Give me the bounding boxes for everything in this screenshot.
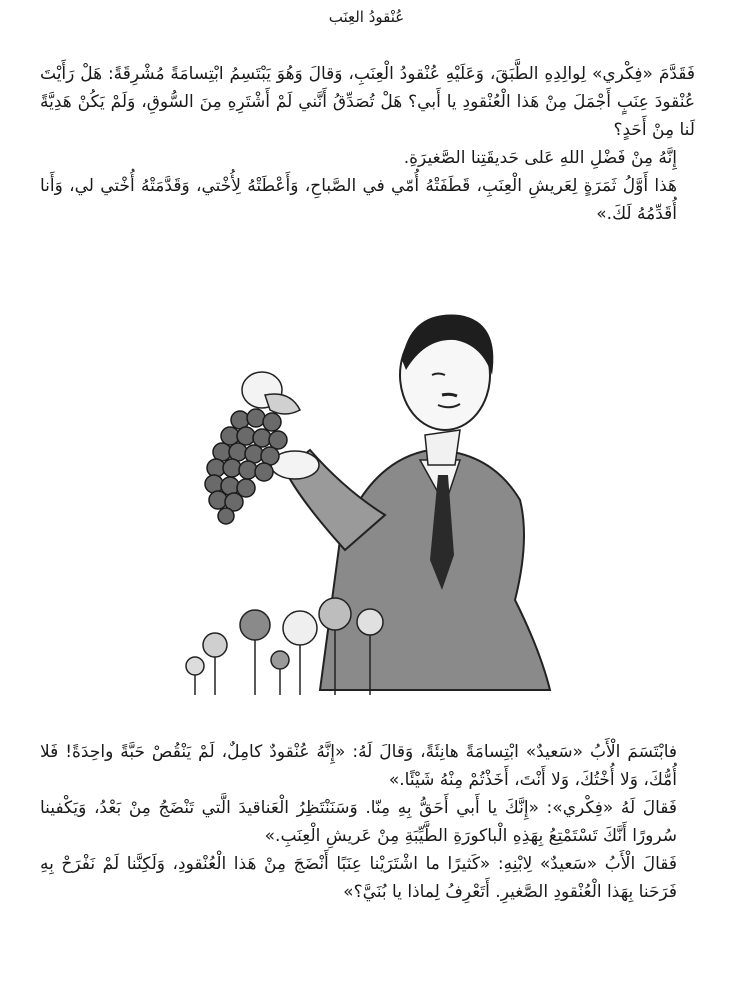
story-text-bottom [40,738,695,906]
paragraph: إِنَّهُ مِنْ فَضْلِ اللهِ عَلى حَديقَتِنا الصَّغيرَةِ. [403,148,677,168]
paragraph: فَقالَ لَهُ «فِكْري»: «إِنَّكَ يا أَبي أَحَقُّ بِهِ مِنّا. وَسَنَنْتَظِرُ الْعَناقيدَ الَّتي تَنْضَجُ مِنْ بَعْدُ، وَيَكْفينا سُرورًا أَنَّكَ تَسْتَمْتِعُ بِهَذِهِ الْباكورَةِ الطَّيِّبَةِ مِنْ عَريشِ الْعِنَبِ.» [40,798,677,846]
paragraph: فَقَدَّمَ «فِكْري» لِوالِدِهِ الطَّبَقَ، وَعَلَيْهِ عُنْقودُ الْعِنَبِ، وَقالَ وَهُوَ يَبْتَسِمُ ابْتِسامَةً مُشْرِقَةً: هَلْ رَأَيْتَ عُنْقودَ عِنَبٍ أَجْمَلَ مِنْ هَذا الْعُنْقودِ يا أَبي؟ هَلْ تُصَدِّقُ أَنَّني لَمْ أَشْتَرِهِ مِنَ السُّوقِ، وَلَمْ يَكُنْ هَدِيَّةً لَنا مِنْ أَحَدٍ؟ [40,64,695,140]
paragraph: هَذا أَوَّلُ ثَمَرَةٍ لِعَريشِ الْعِنَبِ، قَطَفَتْهُ أُمّي في الصَّباحِ، وَأَعْطَتْهُ لِأُخْتي، وَقَدَّمَتْهُ أُخْتي لي، وَأَنا أُقَدِّمُهُ لَكَ.» [40,176,677,224]
paragraph: فابْتَسَمَ الْأَبُ «سَعيدٌ» ابْتِسامَةً هانِئَةً، وَقالَ لَهُ: «إِنَّهُ عُنْقودٌ كامِلٌ، لَمْ يَنْقُصْ حَبَّةً واحِدَةً! فَلا أُمُّكَ، وَلا أُخْتُكَ، وَلا أَنْتَ، أَخَذْتُمْ مِنْهُ شَيْئًا.» [40,742,677,790]
story-text-top [40,60,695,228]
page-title: عُنْقودُ العِنَب [328,8,405,26]
grape-leaf [265,394,300,414]
paragraph: فَقالَ الْأَبُ «سَعيدٌ» لِابْنِهِ: «كَثيرًا ما اشْتَرَيْنا عِنَبًا أَنْضَجَ مِنْ هَذا الْعُنْقودِ، وَلَكِنَّنا لَمْ نَفْرَحْ بِهِ فَرَحَنا بِهَذا الْعُنْقودِ الصَّغيرِ. أَتَعْرِفُ لِماذا يا بُنَيَّ؟» [40,854,677,902]
man-holding-grapes-illustration [170,300,570,700]
